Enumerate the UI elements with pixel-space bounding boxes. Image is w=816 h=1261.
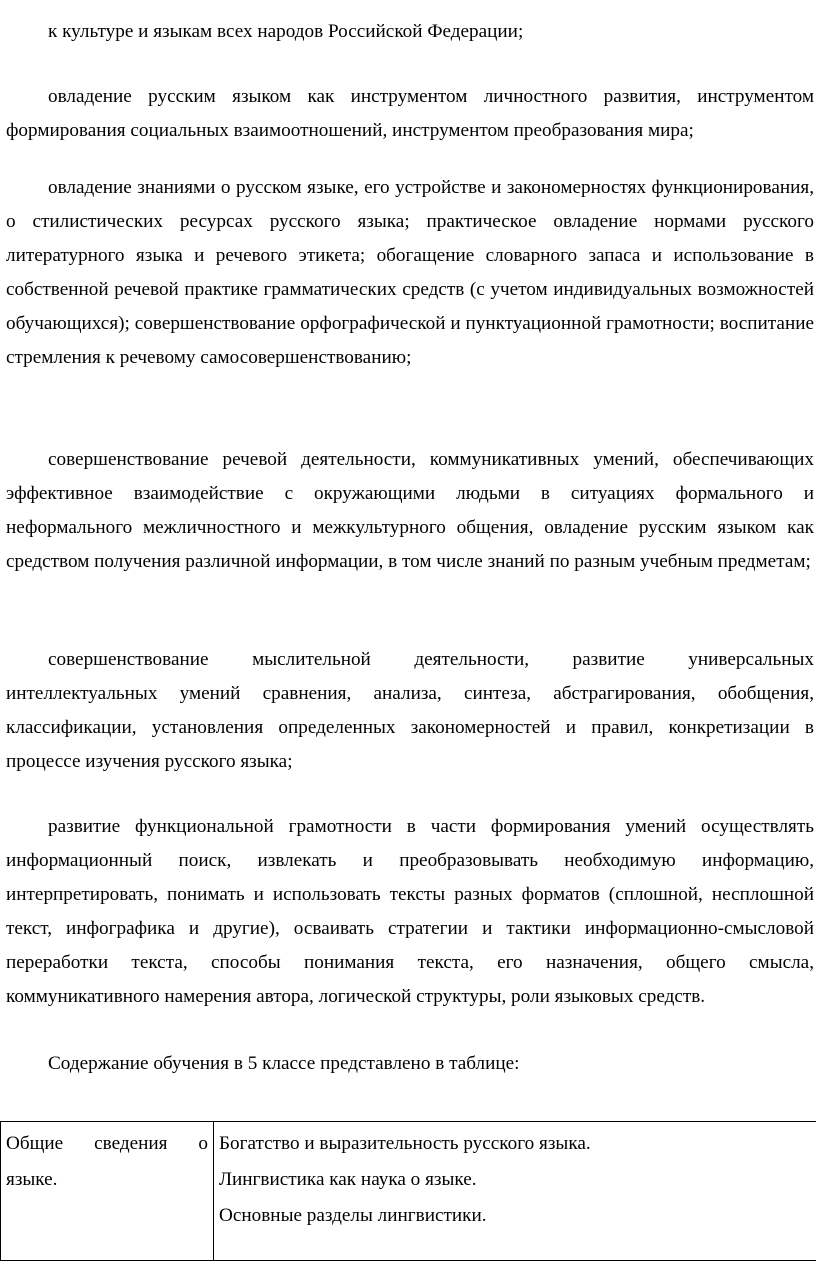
paragraph-language-instrument: овладение русским языком как инструментом личностного развития, инструментом формирования социальных взаимоотношений, инструментом преобразования мира; [6, 80, 814, 148]
content-line: Основные разделы лингвистики. [219, 1198, 815, 1234]
paragraph-language-knowledge: овладение знаниями о русском языке, его устройстве и закономерностях функционирования, о стилистических ресурсах русского языка; практическое овладение нормами русского литературного языка и речевого этикета; обогащение словарного запаса и использование в собственной речевой практике грамматических средств (с учетом индивидуальных возможностей обучающихся); совершенствование орфографической и пунктуационной грамотности; воспитание стремления к речевому самосовершенствованию; [6, 171, 814, 375]
paragraph-speech-activity: совершенствование речевой деятельности, коммуникативных умений, обеспечивающих эффективное взаимодействие с окружающими людьми в ситуациях формального и неформального межличностного и межкультурного общения, овладение русским языком как средством получения различной информации, в том числе знаний по разным учебным предметам; [6, 443, 814, 579]
content-table [0, 1121, 816, 1261]
paragraph-table-intro: Содержание обучения в 5 классе представлено в таблице: [6, 1047, 814, 1081]
table-cell-contents [214, 1122, 816, 1261]
content-line: Лингвистика как наука о языке. [219, 1162, 815, 1198]
paragraph-thinking-activity: совершенствование мыслительной деятельности, развитие универсальных интеллектуальных умений сравнения, анализа, синтеза, абстрагирования, обобщения, классификации, установления определенных закономерностей и правил, конкретизации в процессе изучения русского языка; [6, 643, 814, 779]
table-row [1, 1122, 816, 1261]
table-cell-topic: Общие сведения о языке. [1, 1122, 214, 1261]
paragraph-functional-literacy: развитие функциональной грамотности в части формирования умений осуществлять информационный поиск, извлекать и преобразовывать необходимую информацию, интерпретировать, понимать и использовать тексты разных форматов (сплошной, несплошной текст, инфографика и другие), осваивать стратегии и тактики информационно-смысловой переработки текста, способы понимания текста, его назначения, общего смысла, коммуникативного намерения автора, логической структуры, роли языковых средств. [6, 810, 814, 1014]
content-line: Богатство и выразительность русского языка. [219, 1126, 815, 1162]
paragraph-culture: к культуре и языкам всех народов Российской Федерации; [6, 15, 814, 49]
